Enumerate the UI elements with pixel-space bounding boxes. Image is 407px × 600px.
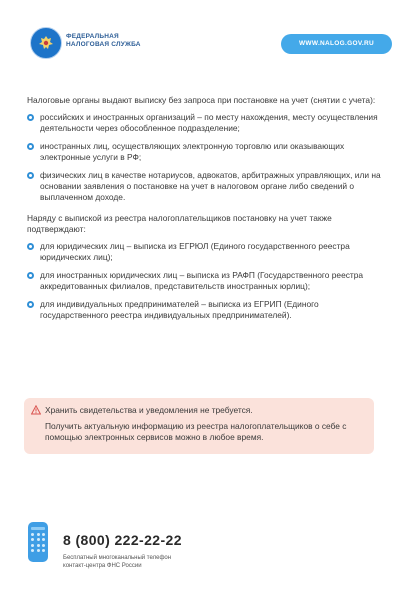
list-item <box>27 299 383 321</box>
list-item <box>27 270 383 292</box>
second-intro-text: Наряду с выпиской из реестра налогоплательщиков постановку на учет также подтверждают: <box>27 213 332 234</box>
list-item-text: для индивидуальных предпринимателей – выписка из ЕГРИП (Единого государственного реестра индивидуальных предпринимателей). <box>40 299 319 320</box>
org-name-line2: НАЛОГОВАЯ СЛУЖБА <box>66 41 141 48</box>
notice-title: Хранить свидетельства и уведомления не требуется. <box>45 405 253 415</box>
bullet-list-1 <box>27 112 383 203</box>
list-item-text: иностранных лиц, осуществляющих электронную торговлю или оказывающих электронные услуги в РФ; <box>40 141 345 162</box>
org-name <box>66 33 141 49</box>
list-item-text: для юридических лиц – выписка из ЕГРЮЛ (Единого государственного реестра юридических лиц); <box>40 241 350 262</box>
hotline-caption <box>63 554 171 570</box>
list-item-text: физических лиц в качестве нотариусов, адвокатов, арбитражных управляющих, или на основании заявления о постановке на учет в налоговом органе либо сведений о выплаченном доходе. <box>40 170 381 202</box>
bullet-icon <box>27 272 34 279</box>
notice-box <box>24 398 374 454</box>
list-item <box>27 170 383 203</box>
list-item <box>27 241 383 263</box>
website-link[interactable]: WWW.NALOG.GOV.RU <box>281 34 392 54</box>
main-content <box>27 95 383 331</box>
bullet-icon <box>27 114 34 121</box>
list-item <box>27 112 383 134</box>
intro-text: Налоговые органы выдают выписку без запроса при постановке на учет (снятии с учета): <box>27 95 376 105</box>
header <box>0 0 407 80</box>
bullet-icon <box>27 301 34 308</box>
list-item-text: для иностранных юридических лиц – выписка из РАФП (Государственного реестра аккредитованных филиалов, представительств иностранных юрлиц); <box>40 270 364 291</box>
phone-icon <box>28 522 48 562</box>
list-item-text: российских и иностранных организаций – по месту нахождения, месту осуществления деятельности через обособленное подразделение; <box>40 112 378 133</box>
fns-emblem-icon <box>30 27 62 59</box>
list-item <box>27 141 383 163</box>
bullet-icon <box>27 243 34 250</box>
notice-text: Получить актуальную информацию из реестра налогоплательщиков о себе с помощью электронных сервисов можно в любое время. <box>45 421 347 442</box>
hotline-caption-line2: контакт-центра ФНС России <box>63 563 142 569</box>
bullet-icon <box>27 172 34 179</box>
hotline-caption-line1: Бесплатный многоканальный телефон <box>63 555 172 561</box>
warning-icon <box>31 405 41 415</box>
bullet-icon <box>27 143 34 150</box>
bullet-list-2 <box>27 241 383 321</box>
org-name-line1: ФЕДЕРАЛЬНАЯ <box>66 33 119 40</box>
hotline-phone-number[interactable]: 8 (800) 222-22-22 <box>63 532 182 548</box>
